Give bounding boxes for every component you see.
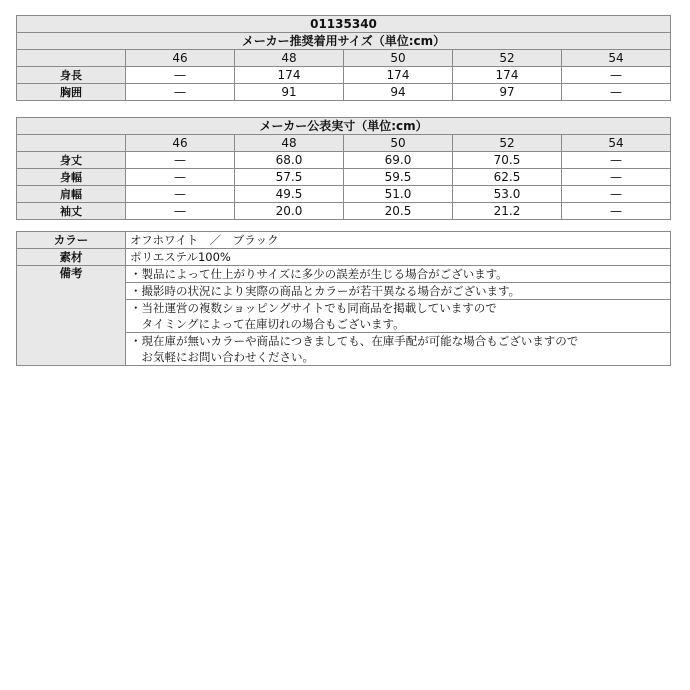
table-row xyxy=(17,67,671,84)
cell: 69.0 xyxy=(344,152,453,169)
cell: — xyxy=(562,67,671,84)
corner-cell xyxy=(17,135,126,152)
product-code: 01135340 xyxy=(17,16,671,33)
row-label: 袖丈 xyxy=(17,203,126,220)
cell: — xyxy=(126,203,235,220)
cell: 94 xyxy=(344,84,453,101)
material-label: 素材 xyxy=(17,249,126,266)
note-line: お気軽にお問い合わせください。 xyxy=(130,350,314,364)
table-row xyxy=(17,249,671,266)
note-line: ・現在庫が無いカラーや商品につきましても、在庫手配が可能な場合もございますので xyxy=(130,334,579,348)
row-label: 身長 xyxy=(17,67,126,84)
size-header: 52 xyxy=(453,50,562,67)
cell: — xyxy=(562,84,671,101)
size-header: 54 xyxy=(562,135,671,152)
size-header: 50 xyxy=(344,135,453,152)
row-label: 胸囲 xyxy=(17,84,126,101)
note-item: ・撮影時の状況により実際の商品とカラーが若干異なる場合がございます。 xyxy=(126,283,671,300)
cell: 53.0 xyxy=(453,186,562,203)
recommended-size-table xyxy=(16,15,671,101)
cell: — xyxy=(126,169,235,186)
cell: — xyxy=(126,186,235,203)
cell: — xyxy=(126,67,235,84)
size-header: 52 xyxy=(453,135,562,152)
cell: — xyxy=(562,169,671,186)
product-info-table xyxy=(16,231,671,366)
cell: 97 xyxy=(453,84,562,101)
material-value: ポリエステル100% xyxy=(126,249,671,266)
color-value: オフホワイト ／ ブラック xyxy=(126,232,671,249)
cell: 62.5 xyxy=(453,169,562,186)
cell: 59.5 xyxy=(344,169,453,186)
row-label: 肩幅 xyxy=(17,186,126,203)
cell: 51.0 xyxy=(344,186,453,203)
note-line: ・当社運営の複数ショッピングサイトでも同商品を掲載していますので xyxy=(130,301,497,315)
cell: 174 xyxy=(344,67,453,84)
cell: — xyxy=(562,152,671,169)
size-header: 48 xyxy=(235,50,344,67)
recommended-title: メーカー推奨着用サイズ（単位:cm） xyxy=(17,33,671,50)
cell: 91 xyxy=(235,84,344,101)
corner-cell xyxy=(17,50,126,67)
cell: 20.5 xyxy=(344,203,453,220)
color-label: カラー xyxy=(17,232,126,249)
size-header: 48 xyxy=(235,135,344,152)
row-label: 身幅 xyxy=(17,169,126,186)
notes-label: 備考 xyxy=(17,266,126,366)
note-item xyxy=(126,300,671,333)
cell: — xyxy=(126,152,235,169)
row-label: 身丈 xyxy=(17,152,126,169)
cell: — xyxy=(126,84,235,101)
table-row xyxy=(17,266,671,283)
measurement-table xyxy=(16,117,671,220)
table-row xyxy=(17,203,671,220)
table-row xyxy=(17,152,671,169)
cell: 174 xyxy=(453,67,562,84)
note-item xyxy=(126,333,671,366)
table-row xyxy=(17,232,671,249)
cell: 70.5 xyxy=(453,152,562,169)
cell: 68.0 xyxy=(235,152,344,169)
size-header: 54 xyxy=(562,50,671,67)
table-row xyxy=(17,84,671,101)
table-row xyxy=(17,186,671,203)
cell: 21.2 xyxy=(453,203,562,220)
measurement-title: メーカー公表実寸（単位:cm） xyxy=(17,118,671,135)
cell: 174 xyxy=(235,67,344,84)
note-item: ・製品によって仕上がりサイズに多少の誤差が生じる場合がございます。 xyxy=(126,266,671,283)
size-header: 46 xyxy=(126,50,235,67)
cell: 49.5 xyxy=(235,186,344,203)
note-line: タイミングによって在庫切れの場合もございます。 xyxy=(130,317,405,331)
cell: — xyxy=(562,186,671,203)
table-row xyxy=(17,169,671,186)
size-header: 50 xyxy=(344,50,453,67)
cell: 20.0 xyxy=(235,203,344,220)
size-header: 46 xyxy=(126,135,235,152)
cell: 57.5 xyxy=(235,169,344,186)
cell: — xyxy=(562,203,671,220)
